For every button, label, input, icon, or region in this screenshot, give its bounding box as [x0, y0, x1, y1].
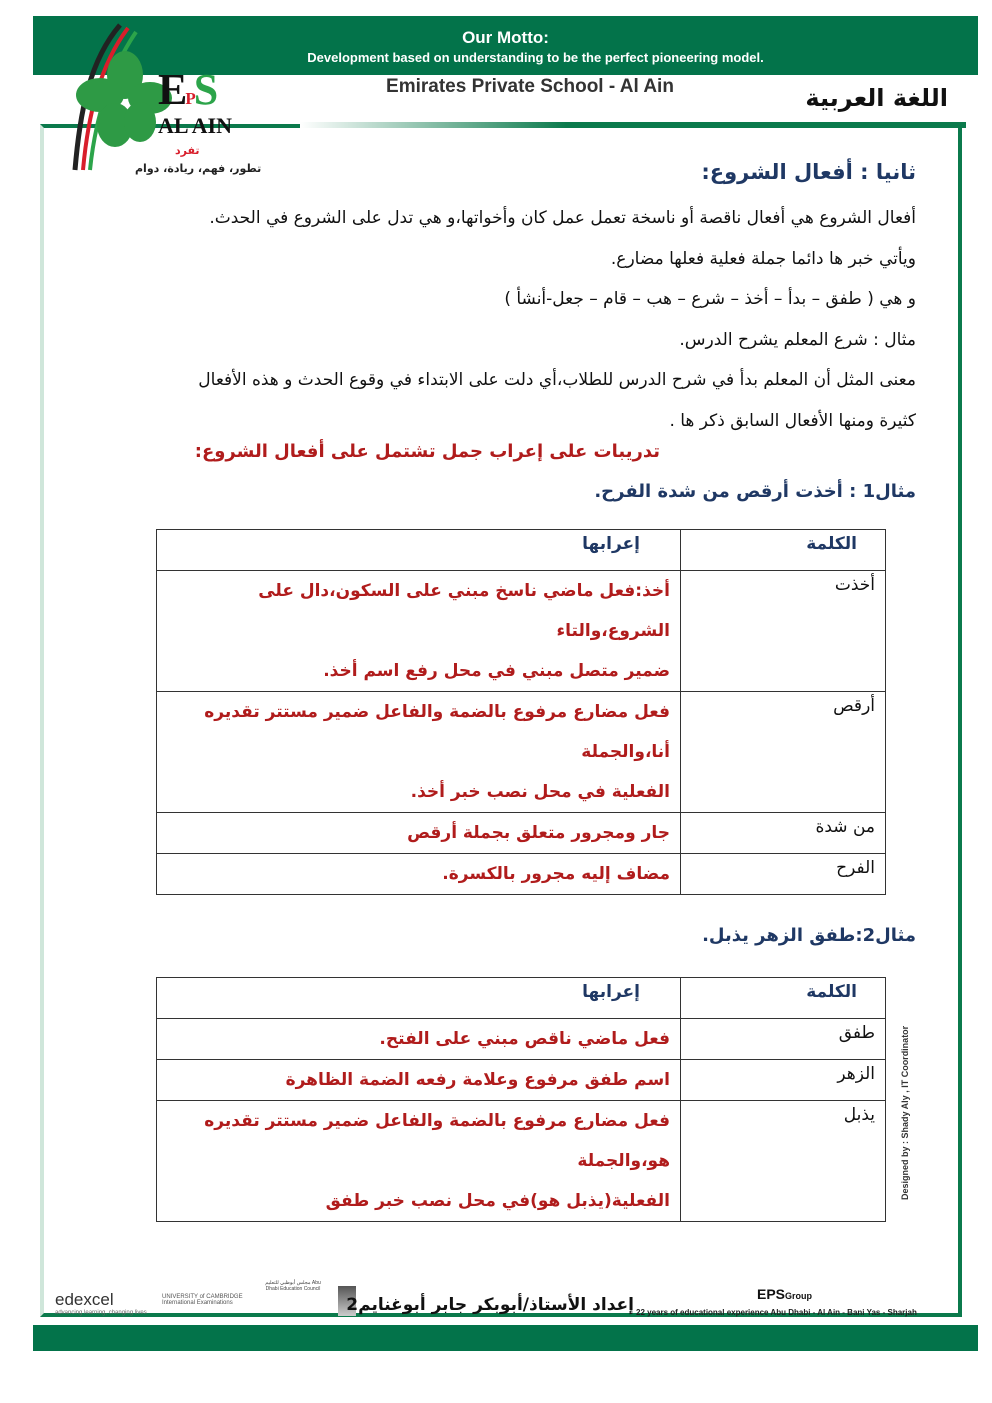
- subject-title: اللغة العربية: [805, 84, 948, 112]
- header-parsing: إعرابها: [157, 530, 681, 571]
- eps-logo-text: EPS: [158, 65, 217, 114]
- parsing-line: فعل مضارع مرفوع بالضمة والفاعل ضمير مستتر تقديره هو،والجملة: [204, 1111, 670, 1171]
- word-cell: أرقص: [681, 692, 886, 813]
- word-cell: يذبل: [681, 1101, 886, 1222]
- table-row: [157, 813, 886, 854]
- word-cell: الفرح: [681, 854, 886, 895]
- paragraph-line: معنى المثل أن المعلم بدأ في شرح الدرس للطلاب،أي دلت على الابتداء في وقوع الحدث و هذه الأفعال: [198, 370, 916, 390]
- parsing-cell: [157, 571, 681, 692]
- header-parsing: إعرابها: [157, 978, 681, 1019]
- parsing-line: فعل ماضي ناقص مبني على الفتح.: [379, 1029, 670, 1049]
- experience-text: 22 years of educational experience Abu Dhabi - Al Ain - Bani Yas - Sharjah: [636, 1308, 917, 1317]
- edexcel-name: edexcel: [55, 1290, 114, 1309]
- eps-group-name: EPS: [757, 1286, 786, 1302]
- parsing-line: مضاف إليه مجرور بالكسرة.: [442, 864, 670, 884]
- example2-table: [156, 977, 886, 1222]
- table-row: [157, 1019, 886, 1060]
- author-credit: [346, 1295, 634, 1315]
- paragraph-line: مثال : شرع المعلم يشرح الدرس.: [679, 329, 916, 350]
- parsing-line: ضمير متصل مبني في محل رفع اسم أخذ.: [323, 661, 670, 681]
- eps-group-logo: [757, 1285, 812, 1305]
- example2-title: مثال2:طفق الزهر يذبل.: [702, 925, 916, 946]
- parsing-cell: [157, 1101, 681, 1222]
- table-row: [157, 854, 886, 895]
- clover-logo-icon: [50, 20, 260, 180]
- parsing-cell: [157, 1060, 681, 1101]
- page-number: 2: [346, 1295, 359, 1315]
- parsing-line: الفعلية(يذبل هو)في محل نصب خبر طفق: [325, 1191, 670, 1211]
- footer-band: [33, 1325, 978, 1351]
- adec-logo: مجلس أبوظبي للتعليم Abu Dhabi Education Council: [265, 1280, 321, 1292]
- paragraph-line: و هي ( طفق – بدأ – أخذ – شرع – هب – قام – جعل-أنشأ ): [504, 289, 916, 309]
- logo-location: AL AIN: [158, 113, 232, 138]
- motto-text: Development based on understanding to be the perfect pioneering model.: [307, 50, 764, 65]
- table-header-row: [157, 530, 886, 571]
- table-row: [157, 1101, 886, 1222]
- parsing-cell: [157, 1019, 681, 1060]
- frame-top-gradient: [300, 122, 966, 128]
- header-word: الكلمة: [681, 530, 886, 571]
- parsing-line: اسم طفق مرفوع وعلامة رفعه الضمة الظاهرة: [285, 1070, 670, 1090]
- paragraph-line: أفعال الشروع هي أفعال ناقصة أو ناسخة تعمل عمل كان وأخواتها،و هي تدل على الشروع في الحدث.: [209, 208, 916, 228]
- parsing-cell: [157, 692, 681, 813]
- logo-tagline: تطور، فهم، ريادة، دوام: [135, 162, 262, 175]
- table-header-row: [157, 978, 886, 1019]
- paragraph-line: كثيرة ومنها الأفعال السابق ذكر ها .: [669, 410, 916, 431]
- edexcel-tagline: advancing learning, changing lives: [55, 1310, 147, 1316]
- parsing-line: فعل مضارع مرفوع بالضمة والفاعل ضمير مستتر تقديره أنا،والجملة: [204, 702, 670, 762]
- parsing-cell: [157, 854, 681, 895]
- edexcel-logo: [55, 1290, 147, 1316]
- lesson-content: [156, 160, 916, 1222]
- parsing-line: أخذ:فعل ماضي ناسخ مبني على السكون،دال على الشروع،والتاء: [258, 581, 670, 641]
- header-word: الكلمة: [681, 978, 886, 1019]
- cambridge-logo: UNIVERSITY of CAMBRIDGE International Examinations: [162, 1294, 243, 1306]
- table-row: [157, 571, 886, 692]
- paragraph-line: ويأتي خبر ها دائما جملة فعلية فعلها مضارع.: [610, 248, 916, 269]
- word-cell: طفق: [681, 1019, 886, 1060]
- author-name: إعداد الأستاذ/أبوبكر جابر أبوغنايم: [358, 1295, 634, 1315]
- table-row: [157, 692, 886, 813]
- word-cell: أخذت: [681, 571, 886, 692]
- parsing-cell: [157, 813, 681, 854]
- section-heading: ثانيا : أفعال الشروع:: [701, 160, 916, 184]
- motto-title: Our Motto:: [462, 28, 549, 47]
- example1-table: [156, 529, 886, 895]
- school-name: Emirates Private School - Al Ain: [386, 76, 674, 97]
- table-row: [157, 1060, 886, 1101]
- eps-group-suffix: Group: [785, 1291, 813, 1301]
- word-cell: الزهر: [681, 1060, 886, 1101]
- parsing-line: الفعلية في محل نصب خبر أخذ.: [410, 782, 670, 802]
- exercises-heading: تدريبات على إعراب جمل تشتمل على أفعال الشروع:: [194, 441, 660, 462]
- parsing-line: جار ومجرور متعلق بجملة أرقص: [407, 823, 670, 843]
- word-cell: من شدة: [681, 813, 886, 854]
- example1-title: مثال1 : أخذت أرقص من شدة الفرح.: [594, 481, 916, 502]
- logo-tagline-top: تفرد: [175, 144, 200, 157]
- designed-by: Designed by : Shady Aly , IT Coordinator: [900, 1025, 910, 1200]
